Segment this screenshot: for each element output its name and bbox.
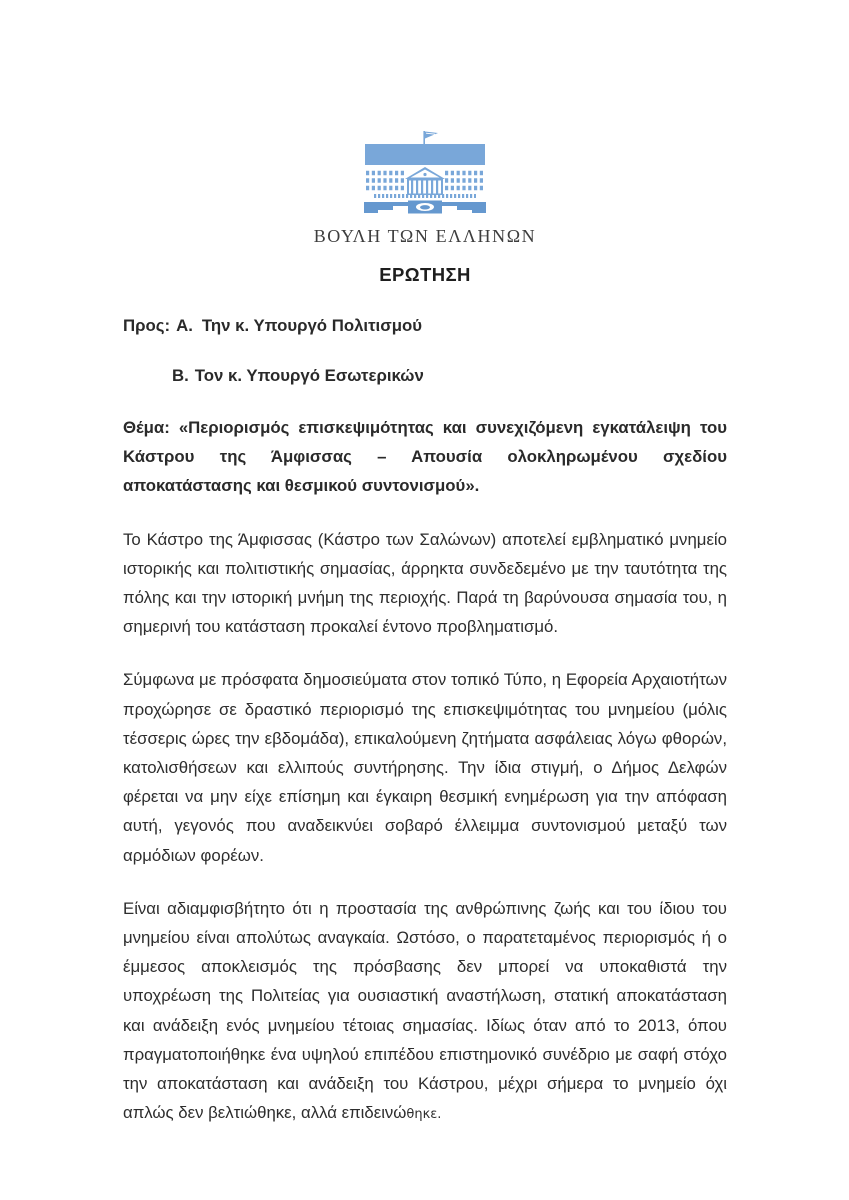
page-title: ΕΡΩΤΗΣΗ (379, 264, 471, 285)
closing-paragraph-suffix: θηκε. (406, 1107, 442, 1123)
subject-paragraph (123, 413, 727, 501)
document-content (123, 130, 727, 1129)
body-paragraph-3 (123, 894, 727, 1130)
recipients-prefix: Προς: (123, 316, 171, 335)
org-name: ΒΟΥΛΗ ΤΩΝ ΕΛΛΗΝΩΝ (313, 226, 537, 246)
parliament-logo (123, 130, 727, 222)
recipient-2-name: Τον κ. Υπουργό Εσωτερικών (194, 366, 424, 385)
body-paragraph-2: Σύμφωνα με πρόσφατα δημοσιεύματα στον τοπικό Τύπο, η Εφορεία Αρχαιοτήτων προχώρησε σε δραστικό περιορισμό της επισκεψιμότητας του μνημείου (μόλις τέσσερις ώρες την εβδομάδα), επικαλούμενη ζητήματα ασφάλειας λόγω φθορών, κατολισθήσεων και ελλιπούς συντήρησης. Την ίδια στιγμή, ο Δήμος Δελφών φέρεται να μην είχε επίσημη και έγκαιρη θεσμική ενημέρωση για την απόφαση αυτή, γεγονός που αναδεικνύει σοβαρό έλλειμμα συντονισμού μεταξύ των αρμόδιων φορέων. (123, 670, 727, 865)
recipient-line-1 (123, 314, 727, 338)
recipient-1-index: Α. (176, 316, 193, 335)
recipient-2-index: Β. (172, 366, 189, 385)
recipient-line-2 (123, 364, 727, 388)
subject-text: «Περιορισμός επισκεψιμότητας και συνεχιζόμενη εγκατάλειψη του Κάστρου της Άμφισσας – Απουσία ολοκληρωμένου σχεδίου αποκατάστασης και θεσμικού συντονισμού». (123, 418, 727, 496)
closing-paragraph-main: Είναι αδιαμφισβήτητο ότι η προστασία της ανθρώπινης ζωής και του ίδιου του μνημείου είναι απολύτως αναγκαία. Ωστόσο, ο παρατεταμένος περιορισμός ή ο έμμεσος αποκλεισμός της πρόσβασης δεν μπορεί να υποκαθιστά την υποχρέωση της Πολιτείας για ουσιαστική αναστήλωση, στατική αποκατάσταση και ανάδειξη ενός μνημείου τέτοιας σημασίας. Ιδίως όταν από το 2013, όπου πραγματοποιήθηκε ένα υψηλού επιπέδου επιστημονικό συνέδριο με σαφή στόχο την αποκατάσταση και ανάδειξη του Κάστρου, μέχρι σήμερα το μνημείο όχι απλώς δεν βελτιώθηκε, αλλά επιδεινώ (123, 898, 727, 1123)
parliament-building-icon (360, 130, 490, 222)
subject-label: Θέμα: (123, 418, 170, 437)
body-paragraph-1: Το Κάστρο της Άμφισσας (Κάστρο των Σαλώνων) αποτελεί εμβληματικό μνημείο ιστορικής και πολιτιστικής σημασίας, άρρηκτα συνδεδεμένο με την ταυτότητα της πόλης και την ιστορική μνήμη της περιοχής. Παρά τη βαρύνουσα σημασία του, η σημερινή του κατάσταση προκαλεί έντονο προβληματισμό. (123, 529, 727, 637)
recipient-1-name: Την κ. Υπουργό Πολιτισμού (201, 316, 422, 335)
